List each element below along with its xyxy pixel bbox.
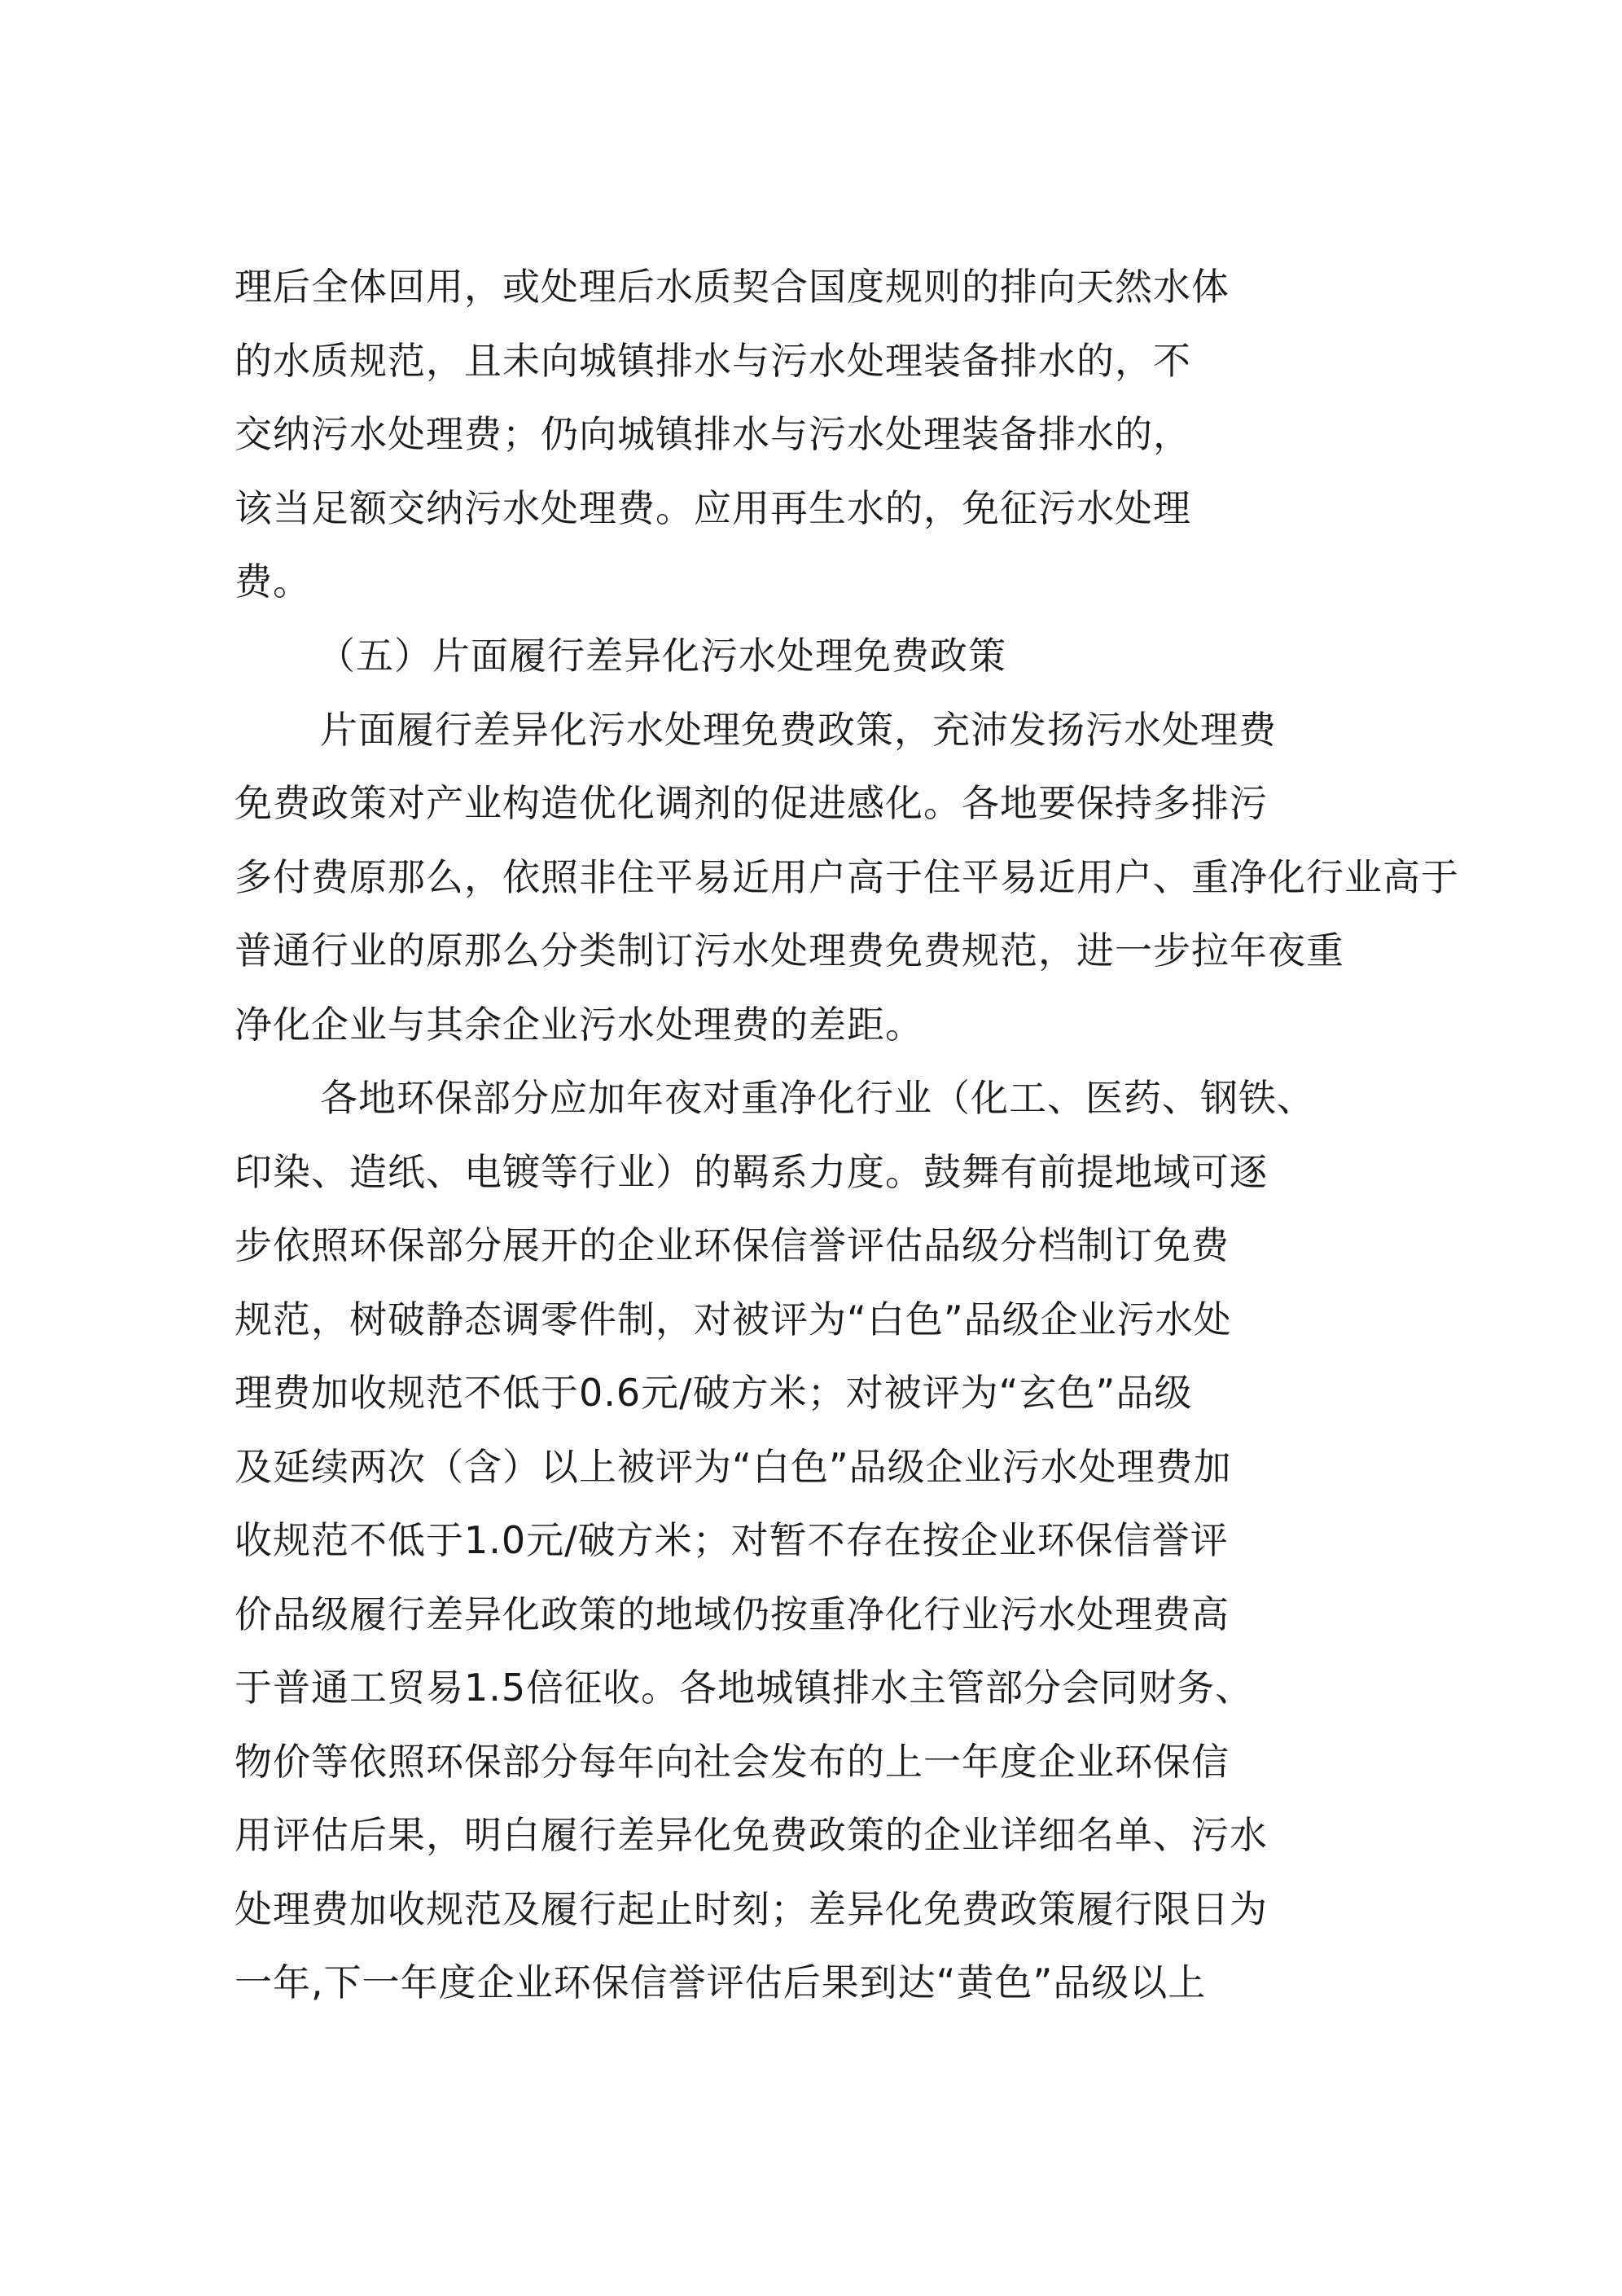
text-line: 处理费加收规范及履行起止时刻；差异化免费政策履行限日为: [235, 1887, 1268, 1931]
text-line: 规范，树破静态调零件制，对被评为“白色”品级企业污水处: [235, 1297, 1232, 1341]
text-line: 理后全体回用，或处理后水质契合国度规则的排向天然水体: [235, 265, 1230, 309]
text-line: 及延续两次（含）以上被评为“白色”品级企业污水处理费加: [235, 1445, 1232, 1489]
text-line: 于普通工贸易1.5倍征收。各地城镇排水主管部分会同财务、: [235, 1666, 1254, 1710]
section-heading: （五）片面履行差异化污水处理免费政策: [318, 634, 1006, 678]
text-line: 用评估后果，明白履行差异化免费政策的企业详细名单、污水: [235, 1813, 1268, 1857]
text-line: 收规范不低于1.0元/破方米；对暂不存在按企业环保信誉评: [235, 1518, 1229, 1562]
text-line: 该当足额交纳污水处理费。应用再生水的，免征污水处理: [235, 486, 1191, 530]
paragraph-start: 片面履行差异化污水处理免费政策，充沛发扬污水处理费: [320, 708, 1277, 752]
text-line: 物价等依照环保部分每年向社会发布的上一年度企业环保信: [235, 1740, 1230, 1784]
text-line: 印染、造纸、电镀等行业）的羁系力度。鼓舞有前提地域可逐: [235, 1150, 1268, 1194]
text-line: 费。: [235, 560, 311, 604]
paragraph-start: 各地环保部分应加年夜对重净化行业（化工、医药、钢铁、: [320, 1076, 1315, 1120]
text-line: 净化企业与其余企业污水处理费的差距。: [235, 1003, 923, 1047]
text-line: 多付费原那么，依照非住平易近用户高于住平易近用户、重净化行业高于: [235, 855, 1459, 899]
text-line: 步依照环保部分展开的企业环保信誉评估品级分档制订免费: [235, 1223, 1230, 1267]
text-line: 交纳污水处理费；仍向城镇排水与污水处理装备排水的，: [235, 412, 1191, 456]
text-line: 普通行业的原那么分类制订污水处理费免费规范，进一步拉年夜重: [235, 928, 1344, 972]
text-line: 价品级履行差异化政策的地域仍按重净化行业污水处理费高: [235, 1592, 1230, 1636]
text-line: 一年,下一年度企业环保信誉评估后果到达“黄色”品级以上: [235, 1960, 1207, 2004]
text-line: 的水质规范，且未向城镇排水与污水处理装备排水的，不: [235, 339, 1191, 383]
text-line: 理费加收规范不低于0.6元/破方米；对被评为“玄色”品级: [235, 1371, 1193, 1415]
text-line: 免费政策对产业构造优化调剂的促进感化。各地要保持多排污: [235, 781, 1268, 825]
